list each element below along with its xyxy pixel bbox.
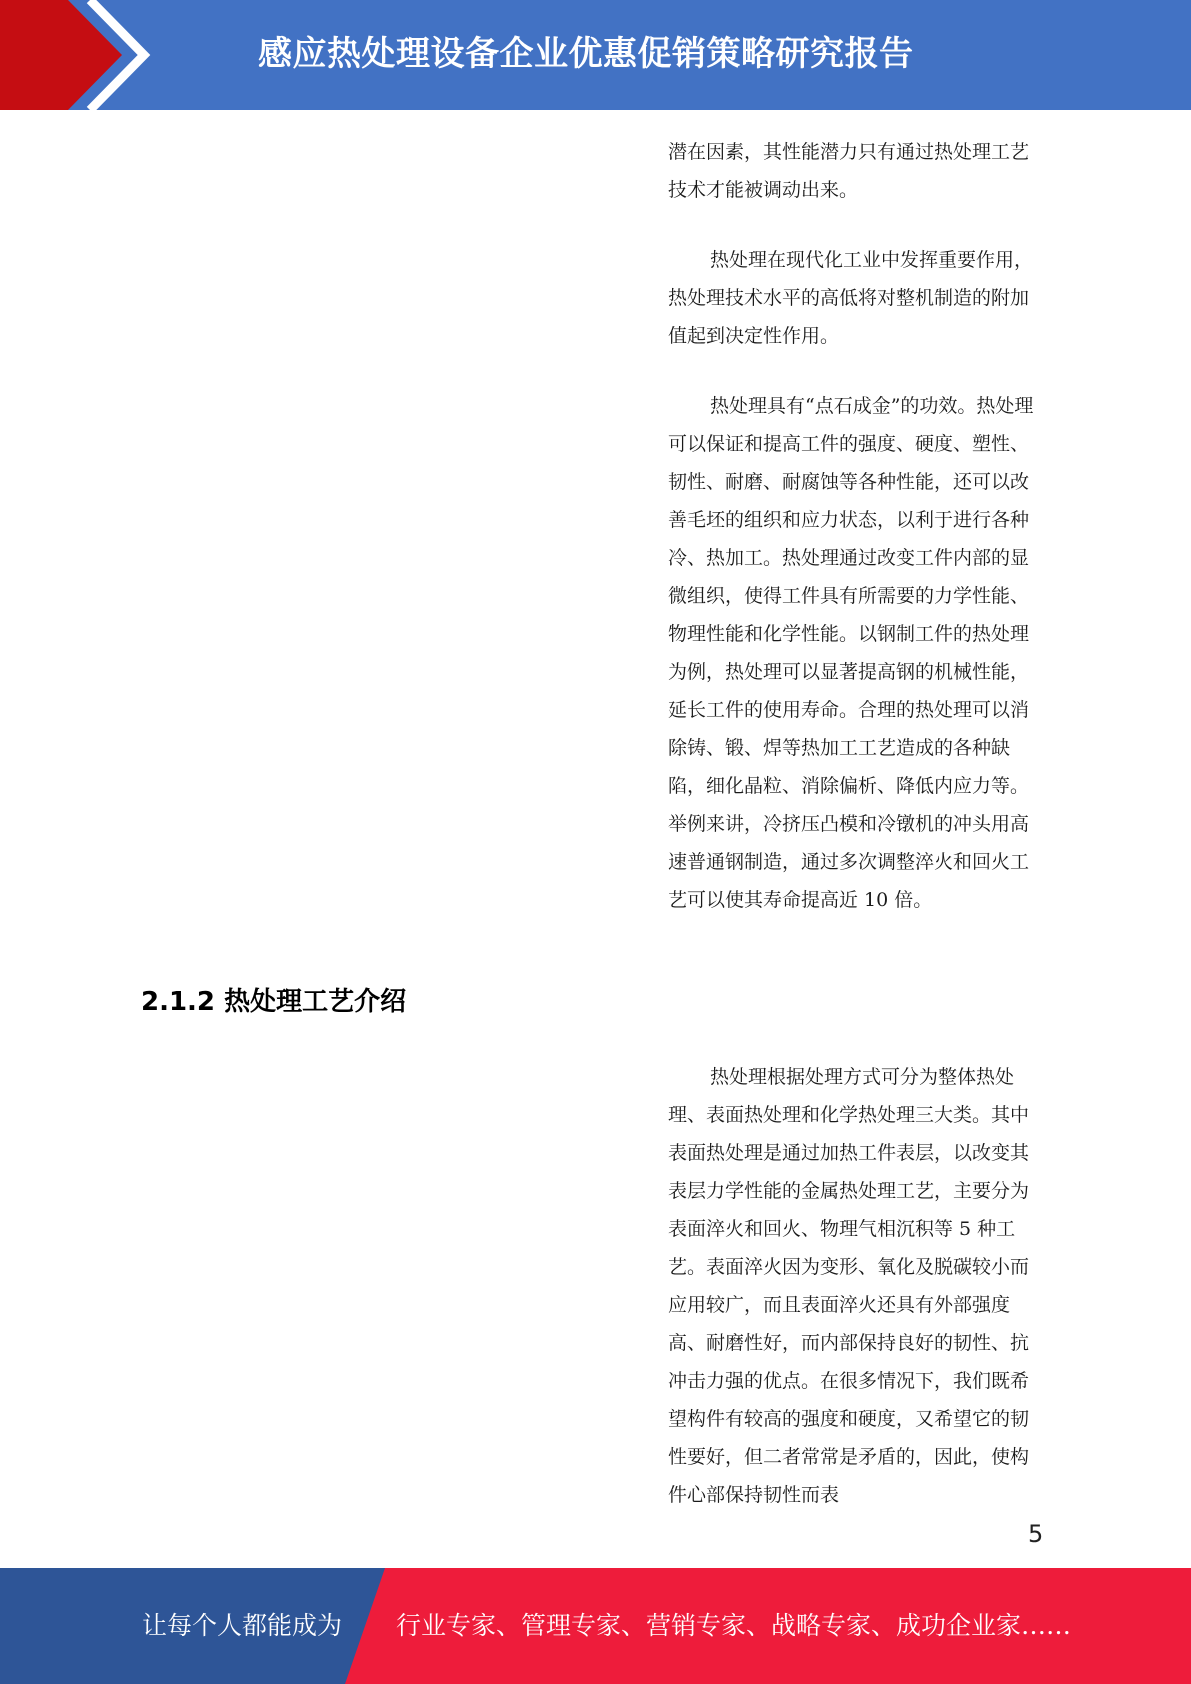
paragraph-heat-treatment-effects: 热处理具有“点石成金”的功效。热处理可以保证和提高工件的强度、硬度、塑性、韧性、耐磨、耐腐蚀等各种性能，还可以改善毛坯的组织和应力状态，以利于进行各种冷、热加工。热处理通过改变工件内部的显微组织，使得工件具有所需要的力学性能、物理性能和化学性能。以钢制工件的热处理为例，热处理可以显著提高钢的机械性能，延长工件的使用寿命。合理的热处理可以消除铸、锻、焊等热加工工艺造成的各种缺陷，细化晶粒、消除偏析、降低内应力等。举例来讲，冷挤压凸模和冷镦机的冲头用高速普通钢制造，通过多次调整淬火和回火工艺可以使其寿命提高近 10 倍。	[668, 395, 1034, 911]
footer-slogan-left: 让每个人都能成为	[142, 1611, 343, 1640]
report-title: 感应热处理设备企业优惠促销策略研究报告	[258, 34, 914, 74]
page-header	[0, 0, 1191, 110]
page-footer	[0, 1568, 1191, 1684]
footer-slogan-right: 行业专家、管理专家、营销专家、战略专家、成功企业家……	[396, 1611, 1072, 1640]
paragraph-heat-treatment-role: 热处理在现代化工业中发挥重要作用，热处理技术水平的高低将对整机制造的附加值起到决定性作用。	[668, 249, 1034, 347]
page-number: 5	[1028, 1520, 1044, 1548]
paragraph-heat-treatment-types: 热处理根据处理方式可分为整体热处理、表面热处理和化学热处理三大类。其中表面热处理是通过加热工件表层，以改变其表层力学性能的金属热处理工艺，主要分为表面淬火和回火、物理气相沉积等 5 种工艺。表面淬火因为变形、氧化及脱碳较小而应用较广，而且表面淬火还具有外部强度高、耐磨性好，而内部保持良好的韧性、抗冲击力强的优点。在很多情况下，我们既希望构件有较高的强度和硬度，又希望它的韧性要好，但二者常常是矛盾的，因此，使构件心部保持韧性而表	[668, 1066, 1030, 1506]
section-heading-2-1-2: 2.1.2 热处理工艺介绍	[141, 987, 407, 1017]
header-arrow-decoration	[0, 0, 160, 110]
paragraph-continuation: 潜在因素，其性能潜力只有通过热处理工艺技术才能被调动出来。	[668, 141, 1030, 201]
